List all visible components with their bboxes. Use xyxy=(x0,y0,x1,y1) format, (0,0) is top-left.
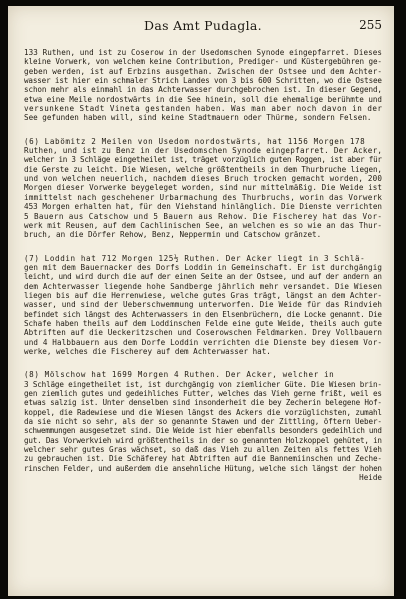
body-text xyxy=(24,48,382,482)
text-line: und 4 Halbbauern aus dem Dorfe Loddin verrichten die Dienste bey diesem Vor- xyxy=(24,337,382,347)
text-line: kleine Vorwerk, von welchem keine Contribution, Prediger- und Küstergebühren ge- xyxy=(24,57,382,67)
text-line: da sie nicht so sehr, als der so genannte Stawen und der Zittling, öftern Ueber- xyxy=(24,417,382,427)
paragraph xyxy=(24,48,382,123)
paragraph xyxy=(24,254,382,357)
text-line: versunkene Stadt Vineta gestanden haben. Was man aber noch davon in der xyxy=(24,104,382,114)
text-line: die Gerste zu leicht. Die Wiesen, welche größtentheils in dem Thurbruche liegen, xyxy=(24,164,382,174)
text-line: Abtriften auf die Ueckeritzschen und Coserowschen Feldmarken. Drey Vollbauern xyxy=(24,328,382,338)
text-line: 3 Schläge eingetheilet ist, ist durchgängig von ziemlicher Güte. Die Wiesen brin- xyxy=(24,379,382,389)
text-line: immittelst nach geschehener Urbarmachung des Thurbruchs, worin das Vorwerk xyxy=(24,192,382,202)
text-line: werk mit Reusen, auf dem Cachlinischen See, an welchen es so wie an das Thur- xyxy=(24,220,382,230)
text-line: geben werden, ist auf Erbzins ausgethan. Zwischen der Ostsee und dem Achter- xyxy=(24,66,382,76)
text-line: wasser ist hier ein schmaler Strich Landes von 3 bis 600 Schritten, wo die Ostsee xyxy=(24,76,382,86)
paragraph-gap xyxy=(24,123,382,137)
text-line: 5 Bauern aus Catschow und 5 Bauern aus Rehow. Die Fischerey hat das Vor- xyxy=(24,211,382,221)
text-line: (8) Mölschow hat 1699 Morgen 4 Ruthen. Der Acker, welcher in xyxy=(24,370,335,380)
text-line: koppel, die Radewiese und die Wiesen längst des Ackers die vorzüglichsten, zumahl xyxy=(24,407,382,417)
page-number: 255 xyxy=(359,18,382,32)
text-line: (7) Loddin hat 712 Morgen 125½ Ruthen. Der Acker liegt in 3 Schlä- xyxy=(24,253,366,263)
text-line: Schafe haben theils auf dem Loddinschen Felde eine gute Weide, theils auch gute xyxy=(24,318,382,328)
text-line: dem Achterwasser liegende hohe Sandberge jährlich mehr versandet. Die Wiesen xyxy=(24,281,382,291)
text-line: gut. Das Vorwerkvieh wird größtentheils in der so genannten Holzkoppel gehütet, in xyxy=(24,435,382,445)
paragraph-gap xyxy=(24,240,382,254)
text-line: welcher sehr gutes Gras wächset, so daß das Vieh zu allen Zeiten als fettes Vieh xyxy=(24,445,382,455)
text-line: etwa eine Meile nordostwärts in die See hinein, soll die ehemalige berühmte und xyxy=(24,94,382,104)
text-line: schon mehr als einmahl in das Achterwasser durchgebrochen ist. In dieser Gegend, xyxy=(24,85,382,95)
text-line: 133 Ruthen, und ist zu Coserow in der Usedomschen Synode eingepfarret. Dieses xyxy=(24,48,382,57)
text-line: Heide xyxy=(359,473,382,483)
text-line: gen mit dem Bauernacker des Dorfs Loddin in Gemeinschaft. Er ist durchgängig xyxy=(24,262,382,272)
text-line: (6) Labömitz 2 Meilen von Usedom nordostwärts, hat 1156 Morgen 178 xyxy=(24,136,366,146)
text-line: leicht, und wird durch die auf der einen Seite an der Ostsee, und auf der andern an xyxy=(24,272,382,282)
text-line: wasser, und sind der Ueberschwemmung unterworfen. Die Weide für das Rindvieh xyxy=(24,300,382,310)
text-line: See gefunden haben will, sind keine Stadtmauern oder Thürme, sondern Felsen. xyxy=(24,113,372,123)
text-line: Morgen dieser Vorwerke beygeleget worden, sind nur mittelmäßig. Die Weide ist xyxy=(24,183,382,193)
page-header xyxy=(24,18,382,40)
text-line: schwemmungen ausgesetzet sind. Die Weide ist hier ebenfalls besonders gedeihlich und xyxy=(24,426,382,436)
text-line: zu gebrauchen ist. Die Schäferey hat Abtriften auf die Bannemiinschen und Zeche- xyxy=(24,454,382,464)
text-line: welcher in 3 Schläge eingetheilet ist, träget vorzüglich guten Roggen, ist aber für xyxy=(24,155,382,165)
paragraph xyxy=(24,137,382,240)
text-line: befindet sich längst des Achterwassers in den Elsenbrüchern, die Locke genannt. Die xyxy=(24,309,382,319)
paragraph-gap xyxy=(24,356,382,370)
running-title: Das Amt Pudagla. xyxy=(144,18,262,33)
text-line: Ruthen, und ist zu Benz in der Usedomschen Synode eingepfarret. Der Acker, xyxy=(24,146,382,156)
text-line: gen ziemlich gutes und gedeihliches Futter, welches das Vieh gerne frißt, weil es xyxy=(24,389,382,398)
text-line: liegen bis auf die Herrenwiese, welche gutes Gras trägt, längst an dem Achter- xyxy=(24,290,382,300)
text-line: werke, welches die Fischerey auf dem Achterwasser hat. xyxy=(24,346,271,356)
text-line: rinschen Felder, und außerdem die ansehnliche Hütung, welche sich längst der hohen xyxy=(24,463,382,473)
text-line: und von welchen neuerlich, nachdem dieses Bruch trocken gemacht worden, 200 xyxy=(24,174,382,184)
book-page xyxy=(8,6,394,596)
text-line: etwas salzig ist. Unter denselben sind insonderheit die bey Zecherin belegene Hof- xyxy=(24,398,382,408)
paragraph xyxy=(24,370,382,482)
text-line: 453 Morgen erhalten hat, für den Viehstand hinlänglich. Die Dienste verrichten xyxy=(24,202,382,212)
text-line: bruch, an die Dörfer Rehow, Benz, Neppermin und Catschow gränzet. xyxy=(24,230,322,240)
